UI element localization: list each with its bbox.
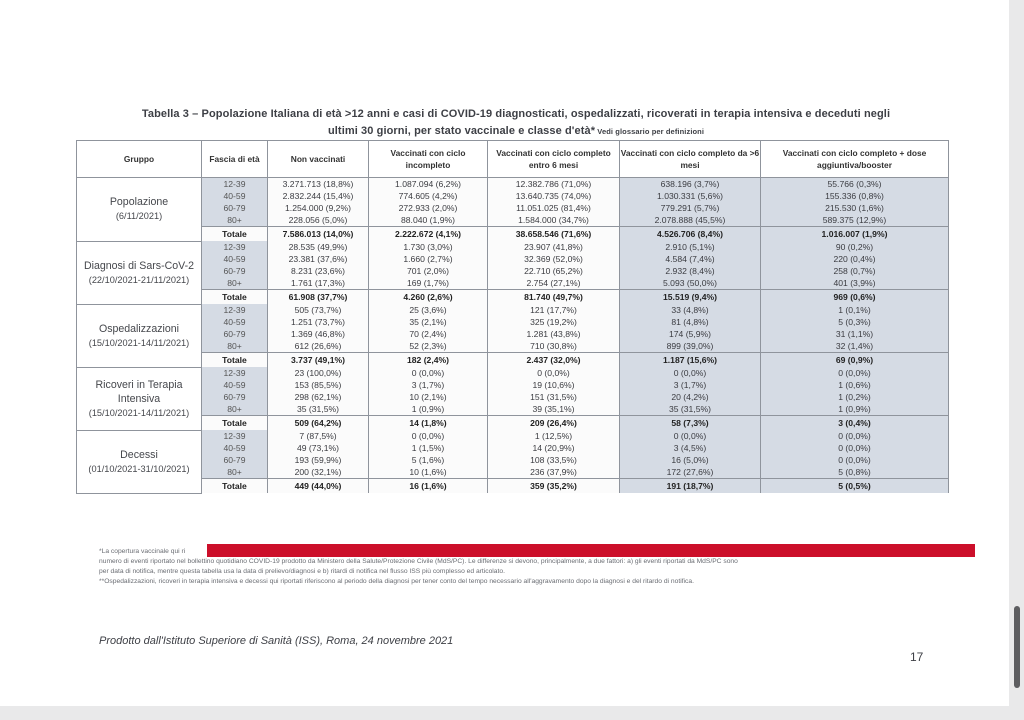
value-cell: 589.375 (12,9%): [761, 214, 949, 227]
value-cell: 5 (0,8%): [761, 466, 949, 479]
value-cell: 1.730 (3,0%): [369, 241, 488, 253]
group-name: Ospedalizzazioni: [98, 322, 180, 335]
age-row: [77, 202, 949, 214]
value-cell: 14 (20,9%): [488, 442, 620, 454]
value-cell: 612 (26,6%): [268, 340, 369, 353]
age-row: [77, 190, 949, 202]
value-cell: 0 (0,0%): [369, 430, 488, 442]
total-row: [77, 290, 949, 305]
age-row: [77, 277, 949, 290]
age-band-cell: 12-39: [202, 241, 268, 253]
value-cell: 1.584.000 (34,7%): [488, 214, 620, 227]
age-band-cell: 60-79: [202, 328, 268, 340]
age-band-cell: Totale: [202, 416, 268, 431]
value-cell: 11.051.025 (81,4%): [488, 202, 620, 214]
value-cell: 710 (30,8%): [488, 340, 620, 353]
value-cell: 0 (0,0%): [620, 367, 761, 379]
age-row: [77, 466, 949, 479]
total-row: [77, 416, 949, 431]
total-row: [77, 353, 949, 368]
value-cell: 35 (31,5%): [620, 403, 761, 416]
value-cell: 5 (0,5%): [761, 479, 949, 494]
value-cell: 1 (12,5%): [488, 430, 620, 442]
value-cell: 61.908 (37,7%): [268, 290, 369, 305]
age-band-cell: Totale: [202, 479, 268, 494]
group-period: (01/10/2021-31/10/2021): [88, 463, 190, 474]
glossary-note: Vedi glossario per definizioni: [595, 127, 705, 136]
value-cell: 5.093 (50,0%): [620, 277, 761, 290]
value-cell: 81.740 (49,7%): [488, 290, 620, 305]
age-row: [77, 328, 949, 340]
value-cell: 1.016.007 (1,9%): [761, 227, 949, 242]
value-cell: 1.251 (73,7%): [268, 316, 369, 328]
group-period: (15/10/2021-14/11/2021): [88, 337, 190, 348]
value-cell: 155.336 (0,8%): [761, 190, 949, 202]
age-row: [77, 403, 949, 416]
value-cell: 3 (4,5%): [620, 442, 761, 454]
group-cell: [77, 430, 202, 493]
value-cell: 2.437 (32,0%): [488, 353, 620, 368]
age-band-cell: 12-39: [202, 367, 268, 379]
age-band-cell: 40-59: [202, 253, 268, 265]
age-row: [77, 178, 949, 191]
value-cell: 969 (0,6%): [761, 290, 949, 305]
age-band-cell: 60-79: [202, 265, 268, 277]
age-band-cell: 12-39: [202, 430, 268, 442]
value-cell: 4.526.706 (8,4%): [620, 227, 761, 242]
value-cell: 236 (37,9%): [488, 466, 620, 479]
value-cell: 28.535 (49,9%): [268, 241, 369, 253]
value-cell: 0 (0,0%): [761, 430, 949, 442]
value-cell: 16 (1,6%): [369, 479, 488, 494]
age-row: [77, 454, 949, 466]
value-cell: 258 (0,7%): [761, 265, 949, 277]
value-cell: 1 (0,2%): [761, 391, 949, 403]
value-cell: 10 (1,6%): [369, 466, 488, 479]
scrollbar-thumb[interactable]: [1014, 606, 1020, 688]
value-cell: 35 (2,1%): [369, 316, 488, 328]
age-row: [77, 214, 949, 227]
value-cell: 200 (32,1%): [268, 466, 369, 479]
value-cell: 23.907 (41,8%): [488, 241, 620, 253]
value-cell: 31 (1,1%): [761, 328, 949, 340]
value-cell: 1 (0,1%): [761, 304, 949, 316]
age-row: [77, 391, 949, 403]
value-cell: 1.187 (15,6%): [620, 353, 761, 368]
table-title: [76, 106, 956, 140]
value-cell: 449 (44,0%): [268, 479, 369, 494]
age-row: [77, 304, 949, 316]
value-cell: 0 (0,0%): [761, 442, 949, 454]
age-band-cell: 12-39: [202, 304, 268, 316]
table-title-line1: Tabella 3 – Popolazione Italiana di età >12 anni e casi di COVID-19 diagnosticati, ospedalizzati, ricoverati in terapia intensiva e deceduti negli: [141, 108, 891, 120]
value-cell: 3 (0,4%): [761, 416, 949, 431]
header-gruppo: Gruppo: [77, 141, 202, 178]
age-band-cell: 12-39: [202, 178, 268, 191]
group-period: (15/10/2021-14/11/2021): [88, 407, 190, 418]
value-cell: 49 (73,1%): [268, 442, 369, 454]
value-cell: 1 (1,5%): [369, 442, 488, 454]
page-number: 17: [910, 650, 924, 664]
value-cell: 401 (3,9%): [761, 277, 949, 290]
value-cell: 1 (0,6%): [761, 379, 949, 391]
table-title-line2: ultimi 30 giorni, per stato vaccinale e classe d'età*: [327, 125, 596, 137]
age-row: [77, 253, 949, 265]
header-completo-oltre-6-mesi: Vaccinati con ciclo completo da >6 mesi: [620, 141, 761, 178]
value-cell: 298 (62,1%): [268, 391, 369, 403]
value-cell: 108 (33,5%): [488, 454, 620, 466]
age-band-cell: 80+: [202, 340, 268, 353]
age-row: [77, 442, 949, 454]
header-ciclo-incompleto: Vaccinati con ciclo incompleto: [369, 141, 488, 178]
value-cell: 3.737 (49,1%): [268, 353, 369, 368]
age-row: [77, 379, 949, 391]
value-cell: 2.222.672 (4,1%): [369, 227, 488, 242]
value-cell: 7 (87,5%): [268, 430, 369, 442]
group-period: (22/10/2021-21/11/2021): [88, 274, 190, 285]
value-cell: 1.030.331 (5,6%): [620, 190, 761, 202]
age-band-cell: 80+: [202, 403, 268, 416]
value-cell: 14 (1,8%): [369, 416, 488, 431]
footnote-line: **Ospedalizzazioni, ricoveri in terapia intensiva e decessi qui riportati riferiscono al periodo della diagnosi per tener conto del tempo necessario all'aggravamento dopo la diagnosi e del ritardo di notifica.: [99, 578, 694, 585]
value-cell: 23.381 (37,6%): [268, 253, 369, 265]
footnote-line: numero di eventi riportato nel bollettino quotidiano COVID-19 prodotto da Ministero della Salute/Protezione Civile (MdS/PC). Le differenze si devono, principalmente, a due fattori: a) gli eventi riportati da MdS/PC sono: [99, 558, 738, 565]
value-cell: 774.605 (4,2%): [369, 190, 488, 202]
value-cell: 7.586.013 (14,0%): [268, 227, 369, 242]
value-cell: 55.766 (0,3%): [761, 178, 949, 191]
value-cell: 4.584 (7,4%): [620, 253, 761, 265]
value-cell: 228.056 (5,0%): [268, 214, 369, 227]
value-cell: 52 (2,3%): [369, 340, 488, 353]
age-row: [77, 241, 949, 253]
group-cell: [77, 304, 202, 367]
value-cell: 272.933 (2,0%): [369, 202, 488, 214]
value-cell: 1.281 (43,8%): [488, 328, 620, 340]
value-cell: 638.196 (3,7%): [620, 178, 761, 191]
age-band-cell: 40-59: [202, 379, 268, 391]
age-row: [77, 316, 949, 328]
value-cell: 182 (2,4%): [369, 353, 488, 368]
value-cell: 174 (5,9%): [620, 328, 761, 340]
value-cell: 3 (1,7%): [620, 379, 761, 391]
footnotes: [99, 547, 979, 587]
value-cell: 15.519 (9,4%): [620, 290, 761, 305]
value-cell: 121 (17,7%): [488, 304, 620, 316]
value-cell: 88.040 (1,9%): [369, 214, 488, 227]
value-cell: 193 (59,9%): [268, 454, 369, 466]
value-cell: 359 (35,2%): [488, 479, 620, 494]
age-band-cell: Totale: [202, 353, 268, 368]
value-cell: 2.910 (5,1%): [620, 241, 761, 253]
age-band-cell: Totale: [202, 290, 268, 305]
value-cell: 1.087.094 (6,2%): [369, 178, 488, 191]
value-cell: 25 (3,6%): [369, 304, 488, 316]
header-booster: Vaccinati con ciclo completo + dose aggiuntiva/booster: [761, 141, 949, 178]
value-cell: 13.640.735 (74,0%): [488, 190, 620, 202]
vaccination-status-table: [76, 140, 949, 494]
group-cell: [77, 367, 202, 430]
age-band-cell: 60-79: [202, 391, 268, 403]
page-footer: Prodotto dall'Istituto Superiore di Sanità (ISS), Roma, 24 novembre 2021: [99, 635, 454, 647]
value-cell: 899 (39,0%): [620, 340, 761, 353]
value-cell: 39 (35,1%): [488, 403, 620, 416]
value-cell: 90 (0,2%): [761, 241, 949, 253]
group-name: Popolazione: [109, 196, 169, 209]
value-cell: 1.254.000 (9,2%): [268, 202, 369, 214]
value-cell: 4.260 (2,6%): [369, 290, 488, 305]
age-row: [77, 265, 949, 277]
value-cell: 172 (27,6%): [620, 466, 761, 479]
header-fascia: Fascia di età: [202, 141, 268, 178]
value-cell: 5 (0,3%): [761, 316, 949, 328]
age-band-cell: 40-59: [202, 316, 268, 328]
age-band-cell: 80+: [202, 214, 268, 227]
value-cell: 169 (1,7%): [369, 277, 488, 290]
value-cell: 12.382.786 (71,0%): [488, 178, 620, 191]
age-band-cell: 60-79: [202, 202, 268, 214]
value-cell: 0 (0,0%): [620, 430, 761, 442]
group-name: Decessi: [120, 448, 158, 461]
value-cell: 1.369 (46,8%): [268, 328, 369, 340]
value-cell: 153 (85,5%): [268, 379, 369, 391]
age-row: [77, 430, 949, 442]
value-cell: 32.369 (52,0%): [488, 253, 620, 265]
value-cell: 23 (100,0%): [268, 367, 369, 379]
header-completo-entro-6-mesi: Vaccinati con ciclo completo entro 6 mesi: [488, 141, 620, 178]
value-cell: 1.761 (17,3%): [268, 277, 369, 290]
age-band-cell: Totale: [202, 227, 268, 242]
value-cell: 701 (2,0%): [369, 265, 488, 277]
footnote-line: per data di notifica, mentre questa tabella usa la data di prelievo/diagnosi e b) ritardi di notifica nel flusso ISS più complesso ed articolato.: [99, 568, 505, 575]
value-cell: 3 (1,7%): [369, 379, 488, 391]
value-cell: 209 (26,4%): [488, 416, 620, 431]
value-cell: 0 (0,0%): [369, 367, 488, 379]
value-cell: 220 (0,4%): [761, 253, 949, 265]
value-cell: 1.660 (2,7%): [369, 253, 488, 265]
value-cell: 779.291 (5,7%): [620, 202, 761, 214]
age-band-cell: 80+: [202, 466, 268, 479]
age-band-cell: 40-59: [202, 442, 268, 454]
value-cell: 2.832.244 (15,4%): [268, 190, 369, 202]
age-row: [77, 367, 949, 379]
age-band-cell: 40-59: [202, 190, 268, 202]
value-cell: 0 (0,0%): [761, 454, 949, 466]
value-cell: 81 (4,8%): [620, 316, 761, 328]
group-name: Ricoveri in Terapia Intensiva: [95, 378, 183, 405]
value-cell: 35 (31,5%): [268, 403, 369, 416]
value-cell: 32 (1,4%): [761, 340, 949, 353]
value-cell: 16 (5,0%): [620, 454, 761, 466]
age-band-cell: 60-79: [202, 454, 268, 466]
value-cell: 2.078.888 (45,5%): [620, 214, 761, 227]
value-cell: 2.932 (8,4%): [620, 265, 761, 277]
value-cell: 19 (10,6%): [488, 379, 620, 391]
value-cell: 1 (0,9%): [761, 403, 949, 416]
value-cell: 5 (1,6%): [369, 454, 488, 466]
value-cell: 215.530 (1,6%): [761, 202, 949, 214]
group-name: Diagnosi di Sars-CoV-2: [83, 259, 195, 272]
value-cell: 20 (4,2%): [620, 391, 761, 403]
value-cell: 325 (19,2%): [488, 316, 620, 328]
group-cell: [77, 178, 202, 242]
value-cell: 70 (2,4%): [369, 328, 488, 340]
age-row: [77, 340, 949, 353]
table-header-row: [77, 141, 949, 178]
value-cell: 22.710 (65,2%): [488, 265, 620, 277]
total-row: [77, 227, 949, 242]
value-cell: 2.754 (27,1%): [488, 277, 620, 290]
value-cell: 8.231 (23,6%): [268, 265, 369, 277]
value-cell: 38.658.546 (71,6%): [488, 227, 620, 242]
value-cell: 0 (0,0%): [761, 367, 949, 379]
value-cell: 0 (0,0%): [488, 367, 620, 379]
value-cell: 191 (18,7%): [620, 479, 761, 494]
value-cell: 1 (0,9%): [369, 403, 488, 416]
value-cell: 10 (2,1%): [369, 391, 488, 403]
value-cell: 509 (64,2%): [268, 416, 369, 431]
header-non-vaccinati: Non vaccinati: [268, 141, 369, 178]
age-band-cell: 80+: [202, 277, 268, 290]
value-cell: 69 (0,9%): [761, 353, 949, 368]
value-cell: 505 (73,7%): [268, 304, 369, 316]
footnote-line: *La copertura vaccinale qui ri: [99, 548, 186, 555]
value-cell: 58 (7,3%): [620, 416, 761, 431]
value-cell: 151 (31,5%): [488, 391, 620, 403]
group-period: (6/11/2021): [115, 211, 163, 222]
total-row: [77, 479, 949, 494]
value-cell: 3.271.713 (18,8%): [268, 178, 369, 191]
value-cell: 33 (4,8%): [620, 304, 761, 316]
group-cell: [77, 241, 202, 304]
